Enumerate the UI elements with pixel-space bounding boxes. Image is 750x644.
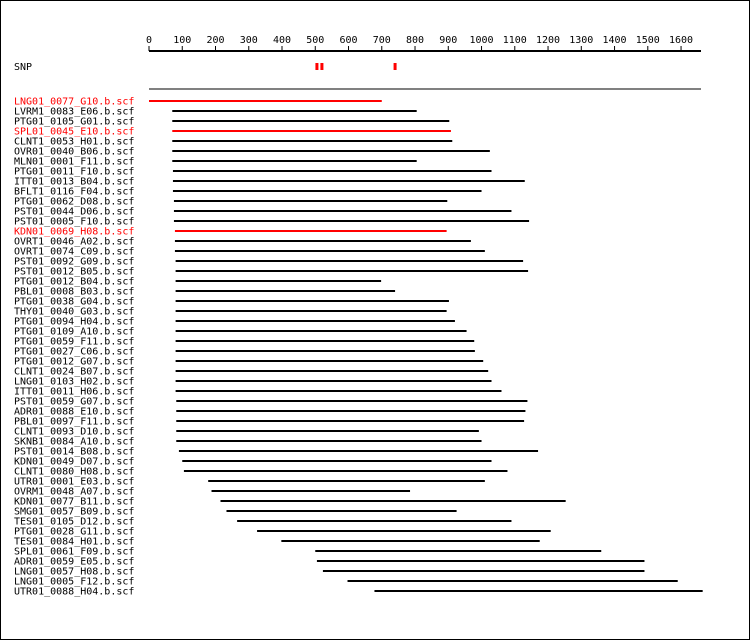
- axis-tick-label: 600: [339, 35, 358, 46]
- read-label[interactable]: PST01_0014_B08.b.scf: [14, 446, 135, 458]
- read-label[interactable]: PBL01_0008_B03.b.scf: [14, 286, 135, 298]
- read-label[interactable]: KDN01_0069_H08.b.scf: [14, 226, 135, 238]
- read-label[interactable]: TES01_0105_D12.b.scf: [14, 516, 135, 528]
- read-label[interactable]: LNG01_0103_H02.b.scf: [14, 376, 135, 388]
- axis-tick-label: 1400: [602, 35, 627, 46]
- read-label[interactable]: LVRM1_0083_E06.b.scf: [14, 106, 135, 118]
- read-label[interactable]: SPL01_0045_E10.b.scf: [14, 126, 135, 138]
- axis-tick-label: 1500: [635, 35, 660, 46]
- read-label[interactable]: PTG01_0094_H04.b.scf: [14, 316, 135, 328]
- read-label[interactable]: CLNT1_0093_D10.b.scf: [14, 426, 135, 438]
- read-label[interactable]: LNG01_0057_H08.b.scf: [14, 566, 135, 578]
- read-label[interactable]: PTG01_0105_G01.b.scf: [14, 116, 135, 128]
- read-label[interactable]: UTR01_0001_E03.b.scf: [14, 476, 135, 488]
- read-alignment-diagram: [1, 1, 749, 639]
- read-label[interactable]: PST01_0059_G07.b.scf: [14, 396, 135, 408]
- axis-tick-label: 1000: [469, 35, 494, 46]
- axis-tick-label: 100: [173, 35, 192, 46]
- read-label[interactable]: PTG01_0038_G04.b.scf: [14, 296, 135, 308]
- axis-tick-label: 200: [206, 35, 225, 46]
- read-label[interactable]: OVRT1_0046_A02.b.scf: [14, 236, 135, 248]
- read-label[interactable]: BFLT1_0116_F04.b.scf: [14, 186, 135, 198]
- read-label[interactable]: MLN01_0001_F11.b.scf: [14, 156, 135, 168]
- snp-marker: [320, 63, 323, 70]
- axis-tick-label: 1100: [502, 35, 527, 46]
- snp-marker: [315, 63, 318, 70]
- read-label[interactable]: SPL01_0061_F09.b.scf: [14, 546, 135, 558]
- snp-track-label: SNP: [14, 62, 33, 73]
- read-label[interactable]: LNG01_0005_F12.b.scf: [14, 576, 135, 588]
- read-label[interactable]: ADR01_0059_E05.b.scf: [14, 556, 135, 568]
- axis-tick-label: 1600: [669, 35, 694, 46]
- read-label[interactable]: PST01_0044_D06.b.scf: [14, 206, 135, 218]
- read-label[interactable]: UTR01_0088_H04.b.scf: [14, 586, 135, 598]
- snp-marker: [394, 63, 397, 70]
- axis-tick-label: 1300: [569, 35, 594, 46]
- read-label[interactable]: OVRT1_0074_C09.b.scf: [14, 246, 135, 258]
- read-label[interactable]: PST01_0092_G09.b.scf: [14, 256, 135, 268]
- read-label[interactable]: CLNT1_0080_H08.b.scf: [14, 466, 135, 478]
- read-label[interactable]: CLNT1_0024_B07.b.scf: [14, 366, 135, 378]
- read-label[interactable]: PST01_0012_B05.b.scf: [14, 266, 135, 278]
- axis-tick-label: 1200: [535, 35, 561, 46]
- read-label[interactable]: PTG01_0059_F11.b.scf: [14, 336, 135, 348]
- read-label[interactable]: ITT01_0013_B04.b.scf: [14, 176, 135, 188]
- read-label[interactable]: KDN01_0077_B11.b.scf: [14, 496, 135, 508]
- read-label[interactable]: CLNT1_0053_H01.b.scf: [14, 136, 135, 148]
- axis-tick-label: 300: [239, 35, 258, 46]
- read-label[interactable]: PTG01_0012_B04.b.scf: [14, 276, 135, 288]
- axis-tick-label: 800: [405, 35, 425, 46]
- read-label[interactable]: LNG01_0077_G10.b.scf: [14, 96, 135, 108]
- read-label[interactable]: ADR01_0088_E10.b.scf: [14, 406, 135, 418]
- read-label[interactable]: OVR01_0040_B06.b.scf: [14, 146, 135, 158]
- axis-tick-label: 900: [439, 35, 458, 46]
- read-label[interactable]: ITT01_0011_H06.b.scf: [14, 386, 135, 398]
- read-label[interactable]: SMG01_0057_B09.b.scf: [14, 506, 135, 518]
- axis-tick-label: 0: [145, 35, 153, 46]
- read-label[interactable]: THY01_0040_G03.b.scf: [14, 306, 135, 318]
- read-label[interactable]: PST01_0005_F10.b.scf: [14, 216, 135, 228]
- read-label[interactable]: PTG01_0062_D08.b.scf: [14, 196, 135, 208]
- read-label[interactable]: TES01_0084_H01.b.scf: [14, 536, 135, 548]
- read-label[interactable]: PTG01_0012_G07.b.scf: [14, 356, 135, 368]
- read-label[interactable]: PTG01_0109_A10.b.scf: [14, 326, 135, 338]
- read-label[interactable]: OVRM1_0048_A07.b.scf: [14, 486, 135, 498]
- axis-tick-label: 400: [272, 35, 292, 46]
- read-label[interactable]: PBL01_0097_F11.b.scf: [14, 416, 135, 428]
- read-label[interactable]: PTG01_0027_C06.b.scf: [14, 346, 135, 358]
- read-label[interactable]: KDN01_0049_D07.b.scf: [14, 456, 135, 468]
- read-label[interactable]: SKNB1_0084_A10.b.scf: [14, 436, 135, 448]
- axis-tick-label: 700: [372, 35, 391, 46]
- axis-tick-label: 500: [306, 35, 325, 46]
- read-label[interactable]: PTG01_0028_G11.b.scf: [14, 526, 135, 538]
- read-label[interactable]: PTG01_0011_F10.b.scf: [14, 166, 135, 178]
